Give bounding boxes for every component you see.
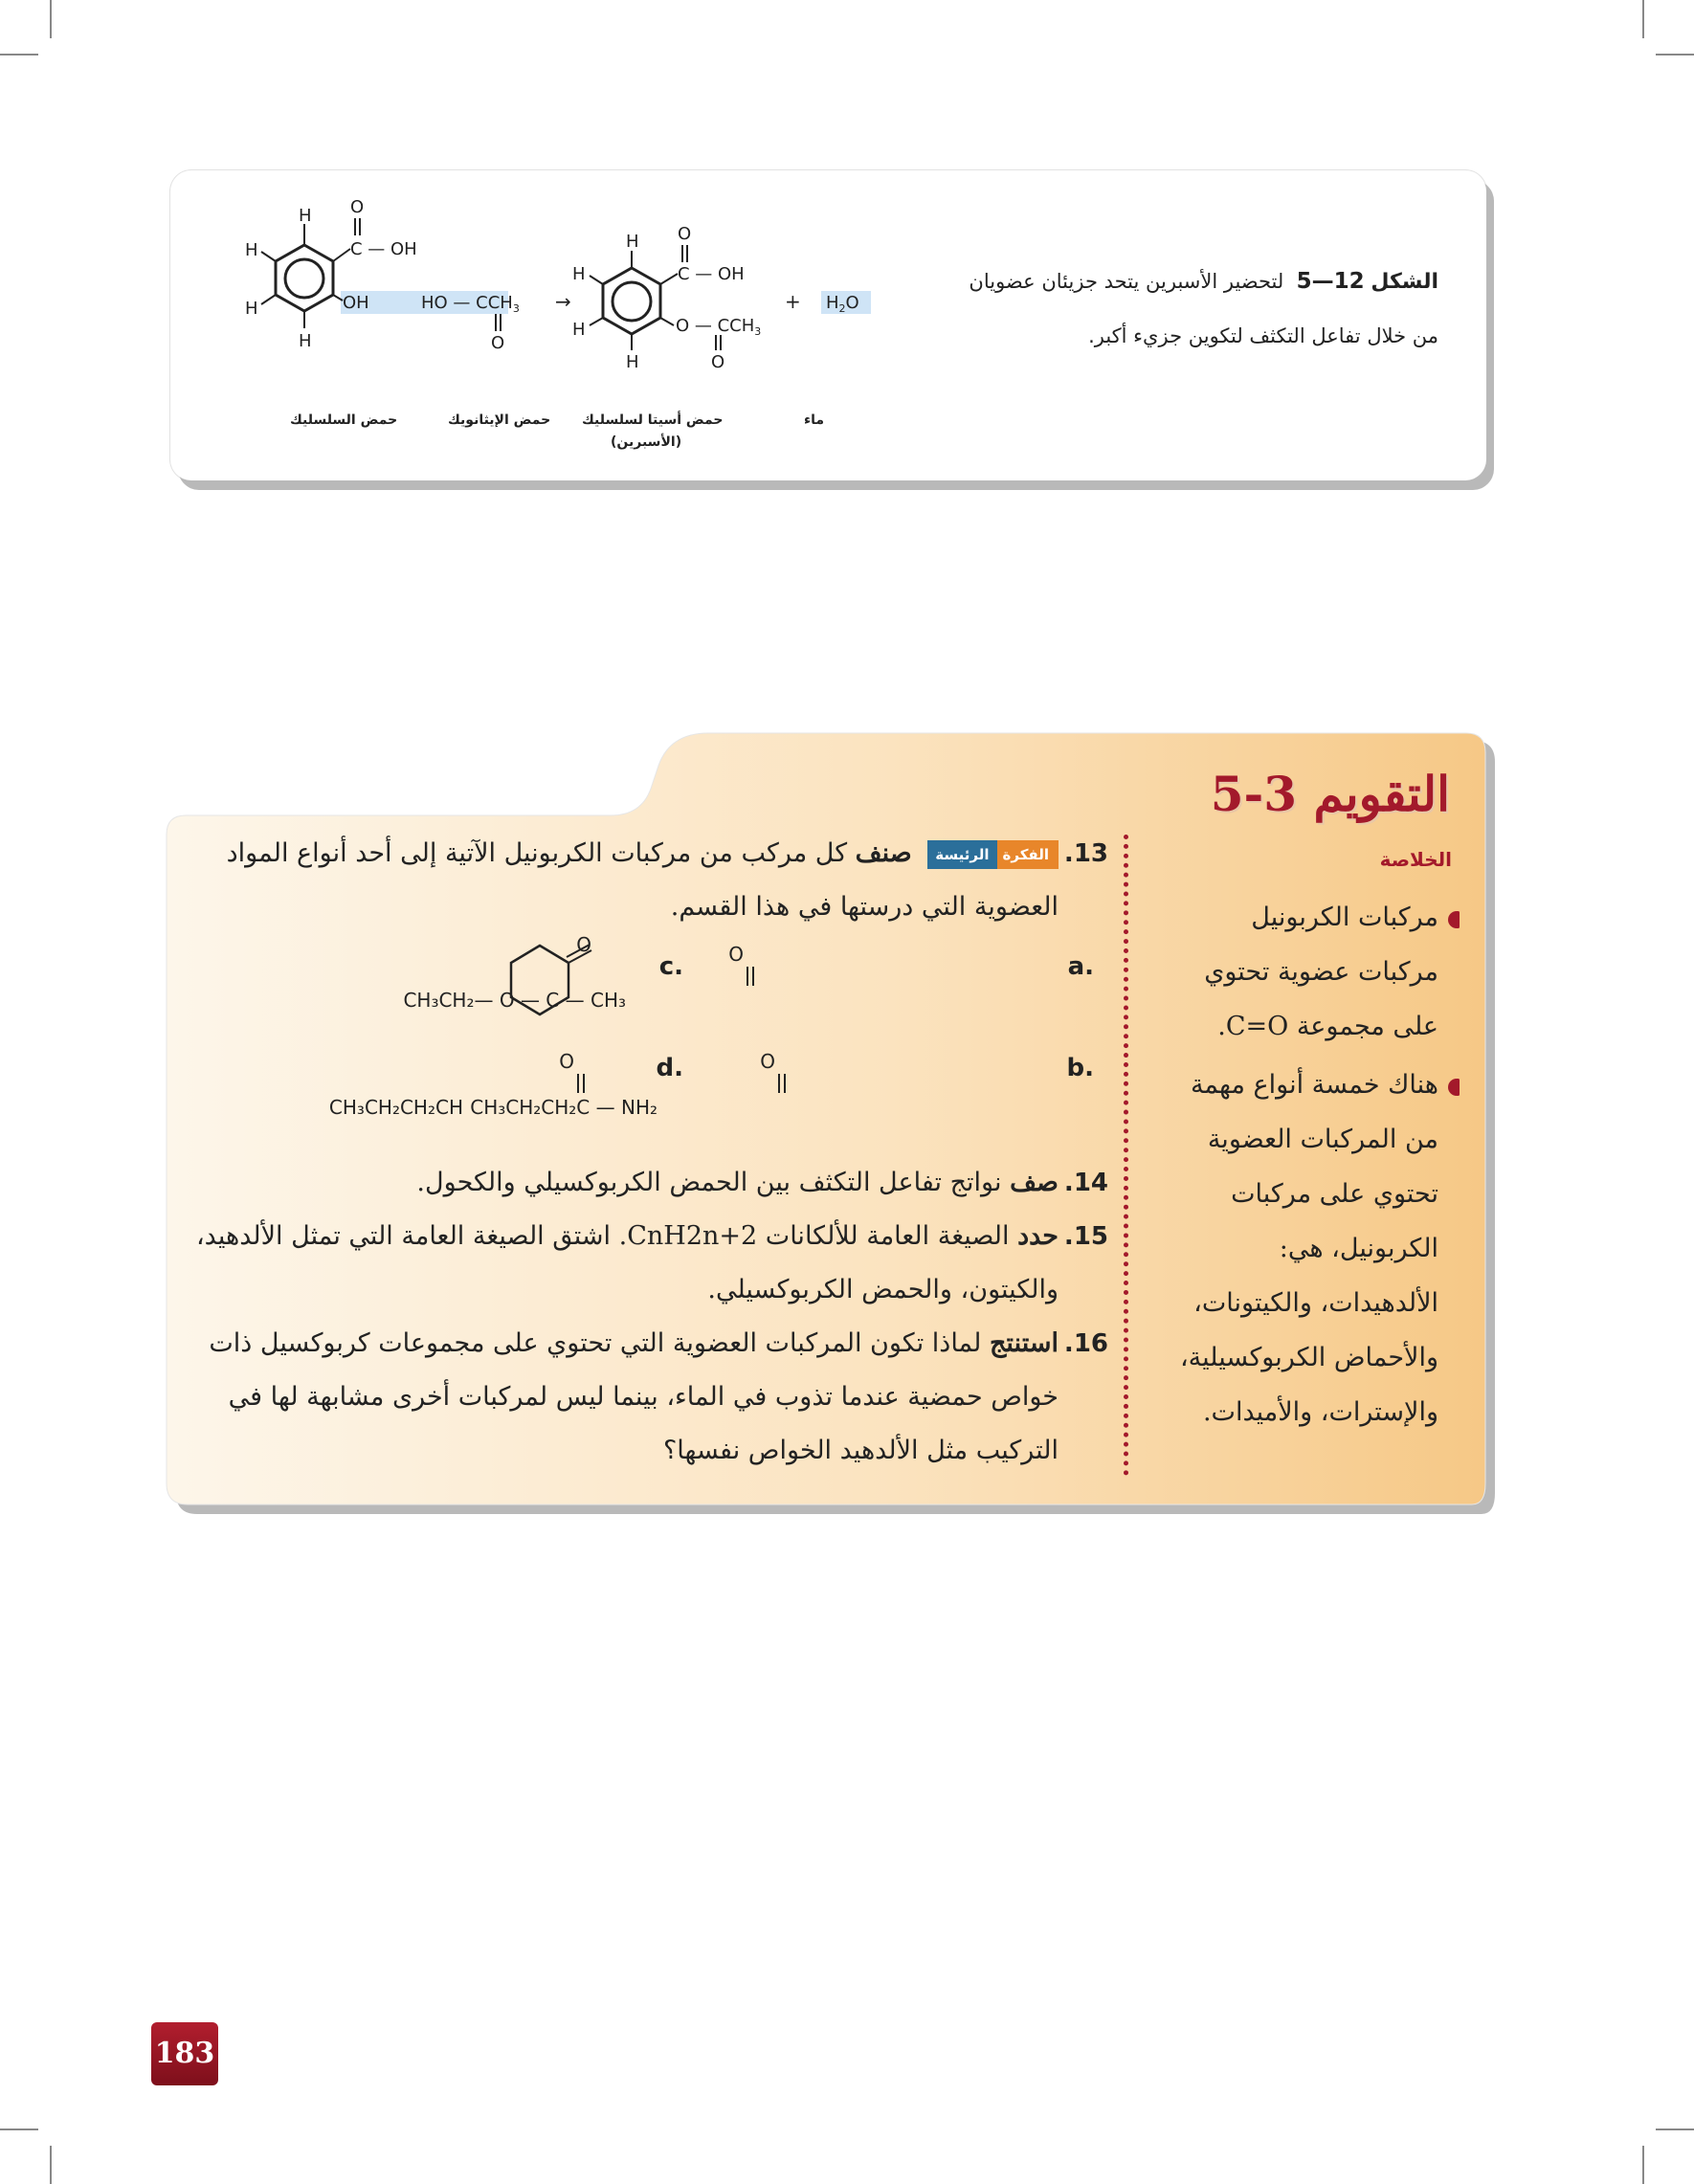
question-number: 15. xyxy=(1063,1222,1108,1251)
atom-o: O xyxy=(491,333,505,353)
atom-h: H xyxy=(572,320,586,340)
svg-text:CH₃CH₂— O — C — CH₃: CH₃CH₂— O — C — CH₃ xyxy=(403,989,626,1012)
label-salicylic-acid: حمض السلسليك xyxy=(290,412,398,428)
atom-h: H xyxy=(245,240,258,260)
crop-mark xyxy=(50,0,52,38)
water-formula: $H_2O$ xyxy=(826,293,859,315)
option-c-letter: .c xyxy=(658,952,683,981)
figure-label: الشكل xyxy=(1371,270,1438,294)
atom-o: O xyxy=(678,224,692,244)
figure-caption-text: لتحضير الأسبرين يتحد جزيئان عضويان من خلال تفاعل التكثف لتكوين جزيء أكبر. xyxy=(969,270,1438,347)
aspirin-structure xyxy=(572,224,761,372)
question-14: 14. صف نواتج تفاعل التكثف بين الحمض الكربوكسيلي والكحول. xyxy=(176,1156,1108,1210)
crop-mark xyxy=(0,54,38,56)
main-idea-badge: الفكرةالرئيسة xyxy=(927,840,1059,869)
atom-h: H xyxy=(626,352,639,372)
question-15: 15. حدد الصيغة العامة للألكانات CnH2n+2. اشتق الصيغة العامة التي تمثل الألدهيد، والكيتون، والحمض الكربوكسيلي. xyxy=(176,1210,1108,1317)
svg-text:CH₃CH₂CH₂CH: CH₃CH₂CH₂CH xyxy=(328,1096,463,1119)
summary-item: هناك خمسة أنواع مهمة من المركبات العضوية تحتوي على مركبات الكربونيل، هي: الألدهيدات، والكيتونات، والأحماض الكربوكسيلية، والإسترات، والأميدات. xyxy=(1172,1058,1460,1439)
atom-h: H xyxy=(626,232,639,252)
carbonyl-structures-svg xyxy=(176,934,1108,1156)
atom-h: H xyxy=(572,264,586,284)
plus-sign: + xyxy=(785,290,801,313)
question-16: 16. استنتج لماذا تكون المركبات العضوية التي تحتوي على مجموعات كربوكسيل ذات خواص حمضية عندما تذوب في الماء، بينما ليس لمركبات أخرى مشابهة لها في التركيب مثل الألدهيد الخواص نفسها؟ xyxy=(176,1317,1108,1478)
crop-mark xyxy=(1656,54,1694,56)
carboxyl-group: C — OH xyxy=(678,264,745,284)
atom-h: H xyxy=(245,299,258,319)
structure-b xyxy=(470,1050,785,1119)
question-13: 13. الفكرةالرئيسة صنف كل مركب من مركبات الكربونيل الآتية إلى أحد أنواع المواد العضوية التي درستها في هذا القسم. xyxy=(176,827,1108,934)
svg-text:O: O xyxy=(728,943,744,966)
label-aspirin: (الأسبرين) xyxy=(611,435,682,450)
dotted-divider xyxy=(1124,835,1128,1476)
label-water: ماء xyxy=(804,412,825,428)
question-number: 13. xyxy=(1063,839,1108,868)
option-b-letter: .b xyxy=(1066,1054,1094,1082)
ethanoic-acid-structure xyxy=(421,293,520,353)
figure-card xyxy=(170,170,1486,480)
atom-h: H xyxy=(299,206,312,226)
aspirin-reaction-diagram xyxy=(199,180,1041,477)
hydroxyl-group: OH xyxy=(343,293,369,313)
label-acetylsalicylic-acid: حمض أسيتا لسلسليك xyxy=(582,412,724,428)
section-review-title: التقويم 3-5 xyxy=(1210,766,1450,822)
svg-text:O: O xyxy=(576,934,591,956)
crop-mark xyxy=(1656,2128,1694,2130)
atom-o: O xyxy=(350,197,365,217)
salicylic-acid-structure xyxy=(245,197,417,351)
summary-heading: الخلاصة xyxy=(1379,848,1452,871)
carboxyl-group: C — OH xyxy=(350,239,417,259)
svg-text:O: O xyxy=(760,1050,775,1073)
reaction-arrow: → xyxy=(555,290,571,313)
summary-item: مركبات الكربونيل مركبات عضوية تحتوي على مجموعة C=O. xyxy=(1172,890,1460,1054)
label-ethanoic-acid: حمض الإيثانويك xyxy=(448,412,551,428)
question-number: 14. xyxy=(1063,1169,1108,1197)
page-number: 183 xyxy=(151,2022,218,2085)
carbonyl-structures xyxy=(176,934,1108,1156)
svg-text:CH₃CH₂CH₂C — NH₂: CH₃CH₂CH₂C — NH₂ xyxy=(470,1096,658,1119)
crop-mark xyxy=(0,2128,38,2130)
question-list xyxy=(176,827,1108,1478)
assessment-section xyxy=(163,731,1498,1516)
atom-h: H xyxy=(299,331,312,351)
alkane-formula: CnH2n+2 xyxy=(627,1221,758,1251)
ethanoic-formula: HO — $CCH_3$ xyxy=(421,293,520,315)
figure-number: 12—5 xyxy=(1296,269,1365,294)
bullet-icon xyxy=(1448,911,1460,928)
crop-mark xyxy=(50,2146,52,2184)
ester-group: O — $CCH_3$ xyxy=(676,316,762,338)
bullet-icon xyxy=(1448,1079,1460,1096)
crop-mark xyxy=(1642,0,1644,38)
option-d-letter: .d xyxy=(656,1054,683,1082)
crop-mark xyxy=(1642,2146,1644,2184)
summary-list xyxy=(1172,890,1460,1443)
option-a-letter: .a xyxy=(1067,952,1094,981)
svg-text:O: O xyxy=(559,1050,574,1073)
question-number: 16. xyxy=(1063,1329,1108,1358)
atom-o: O xyxy=(711,352,725,372)
